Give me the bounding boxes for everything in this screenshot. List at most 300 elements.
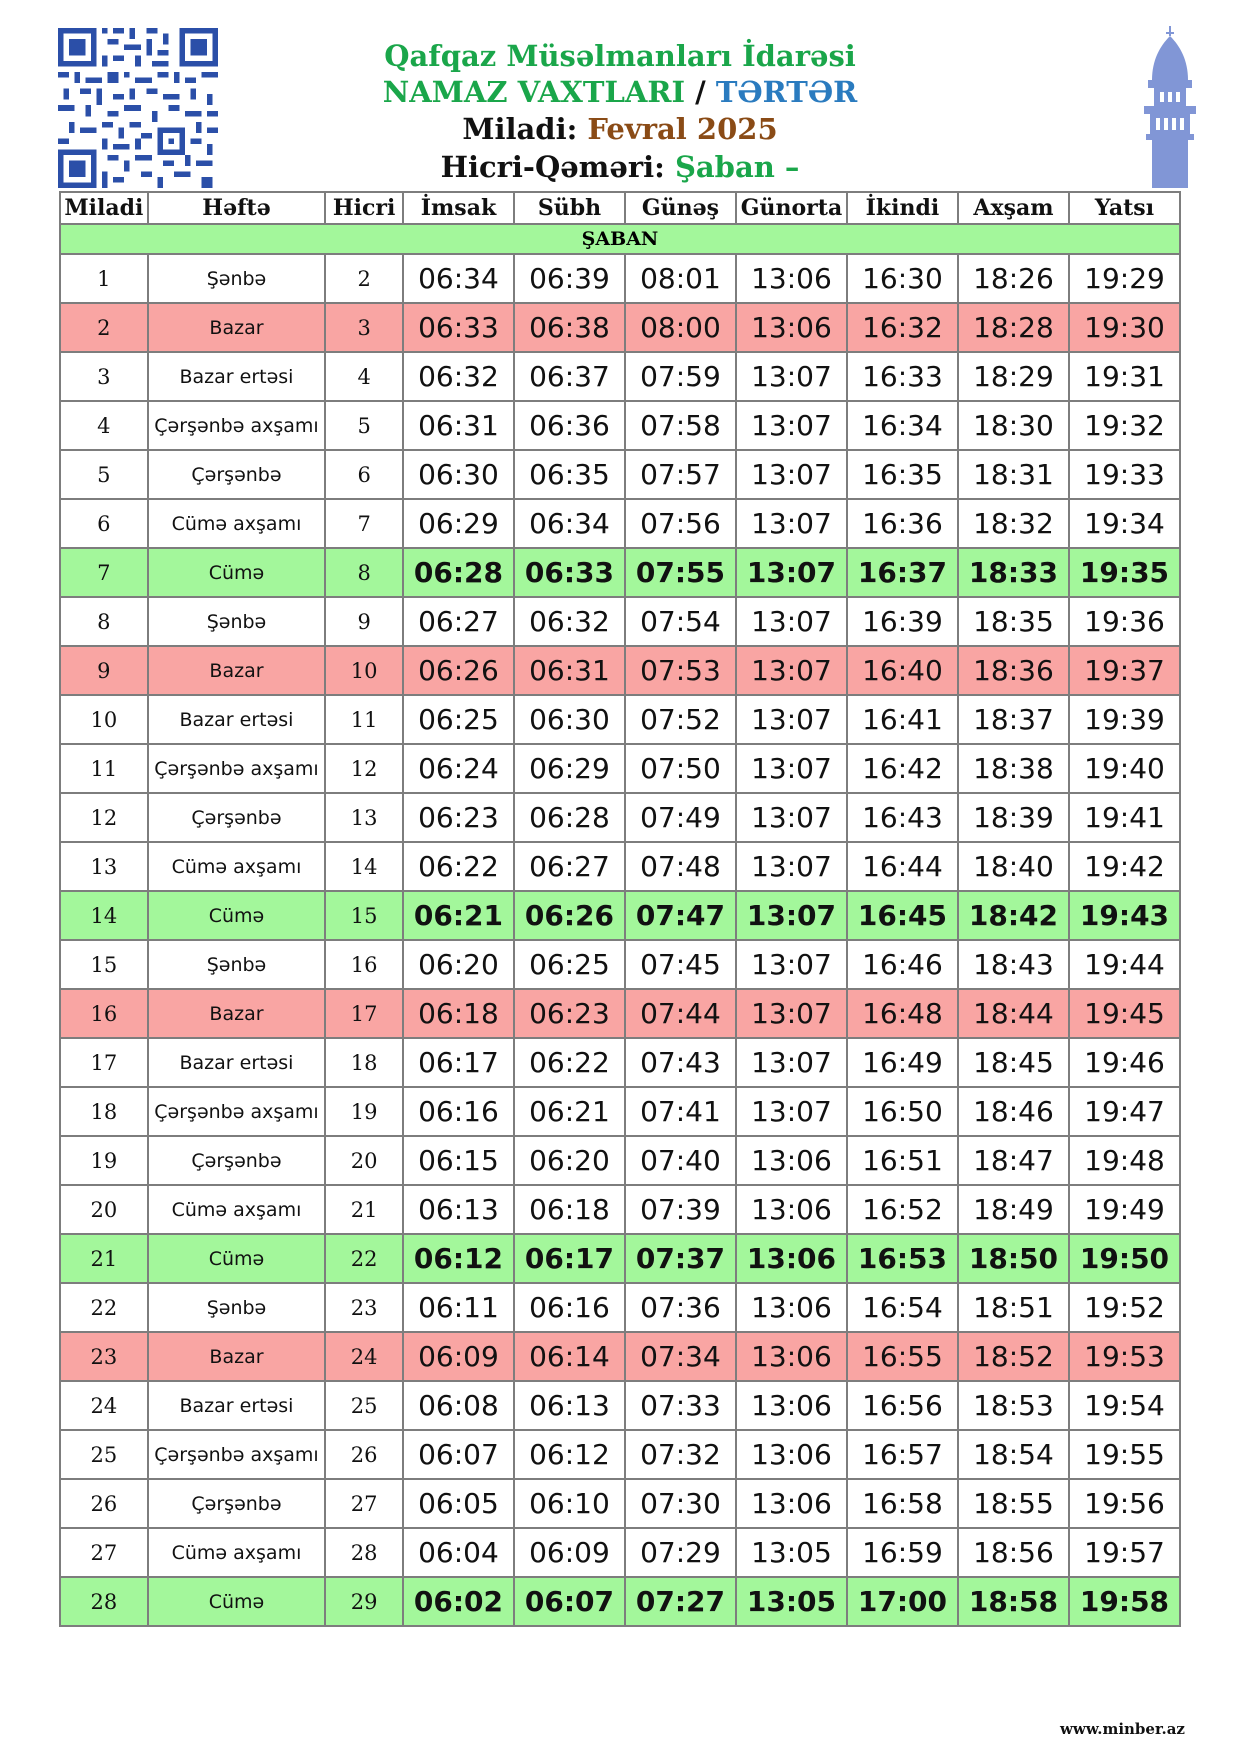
- cell-hicri: 26: [325, 1430, 403, 1479]
- table-row: [60, 548, 1180, 597]
- cell-weekday: Çərşənbə axşamı: [148, 1430, 326, 1479]
- cell-gunorta: 13:07: [736, 548, 847, 597]
- table-row: [60, 303, 1180, 352]
- cell-imsak: 06:27: [403, 597, 514, 646]
- cell-weekday: Cümə axşamı: [148, 1185, 326, 1234]
- cell-ikindi: 16:51: [847, 1136, 958, 1185]
- cell-axsam: 18:53: [958, 1381, 1069, 1430]
- cell-yatsi: 19:52: [1069, 1283, 1180, 1332]
- table-row: [60, 1185, 1180, 1234]
- cell-subh: 06:23: [514, 989, 625, 1038]
- page-title: [300, 74, 940, 110]
- cell-hicri: 27: [325, 1479, 403, 1528]
- cell-miladi: 24: [60, 1381, 148, 1430]
- cell-weekday: Cümə axşamı: [148, 1528, 326, 1577]
- cell-gunorta: 13:07: [736, 695, 847, 744]
- cell-weekday: Bazar ertəsi: [148, 1381, 326, 1430]
- cell-gunes: 07:47: [625, 891, 736, 940]
- cell-gunorta: 13:07: [736, 646, 847, 695]
- cell-axsam: 18:33: [958, 548, 1069, 597]
- cell-ikindi: 16:35: [847, 450, 958, 499]
- cell-axsam: 18:56: [958, 1528, 1069, 1577]
- cell-gunes: 07:32: [625, 1430, 736, 1479]
- cell-hicri: 23: [325, 1283, 403, 1332]
- cell-imsak: 06:23: [403, 793, 514, 842]
- cell-ikindi: 16:59: [847, 1528, 958, 1577]
- cell-miladi: 26: [60, 1479, 148, 1528]
- cell-subh: 06:13: [514, 1381, 625, 1430]
- table-row: [60, 254, 1180, 303]
- cell-miladi: 21: [60, 1234, 148, 1283]
- cell-subh: 06:18: [514, 1185, 625, 1234]
- cell-gunorta: 13:06: [736, 254, 847, 303]
- table-row: [60, 989, 1180, 1038]
- cell-ikindi: 16:42: [847, 744, 958, 793]
- cell-yatsi: 19:35: [1069, 548, 1180, 597]
- cell-subh: 06:39: [514, 254, 625, 303]
- cell-subh: 06:10: [514, 1479, 625, 1528]
- cell-subh: 06:12: [514, 1430, 625, 1479]
- gregorian-month: Fevral 2025: [587, 112, 778, 146]
- cell-gunes: 07:27: [625, 1577, 736, 1626]
- cell-miladi: 27: [60, 1528, 148, 1577]
- cell-axsam: 18:55: [958, 1479, 1069, 1528]
- gregorian-month-line: [300, 110, 940, 148]
- cell-yatsi: 19:45: [1069, 989, 1180, 1038]
- cell-imsak: 06:31: [403, 401, 514, 450]
- col-header-hicri: Hicri: [325, 192, 403, 224]
- table-row: [60, 1332, 1180, 1381]
- cell-yatsi: 19:48: [1069, 1136, 1180, 1185]
- cell-gunes: 07:33: [625, 1381, 736, 1430]
- cell-imsak: 06:05: [403, 1479, 514, 1528]
- cell-gunorta: 13:07: [736, 499, 847, 548]
- cell-gunes: 07:43: [625, 1038, 736, 1087]
- cell-gunorta: 13:07: [736, 989, 847, 1038]
- title-separator: /: [695, 75, 706, 109]
- cell-miladi: 1: [60, 254, 148, 303]
- cell-weekday: Şənbə: [148, 597, 326, 646]
- cell-weekday: Cümə: [148, 1234, 326, 1283]
- cell-hicri: 10: [325, 646, 403, 695]
- cell-axsam: 18:35: [958, 597, 1069, 646]
- cell-imsak: 06:21: [403, 891, 514, 940]
- month-banner: ŞABAN: [60, 224, 1180, 254]
- table-row: [60, 1234, 1180, 1283]
- qr-code-icon: [58, 28, 218, 188]
- cell-yatsi: 19:40: [1069, 744, 1180, 793]
- cell-gunes: 07:55: [625, 548, 736, 597]
- cell-gunorta: 13:05: [736, 1528, 847, 1577]
- cell-yatsi: 19:29: [1069, 254, 1180, 303]
- cell-miladi: 6: [60, 499, 148, 548]
- cell-hicri: 22: [325, 1234, 403, 1283]
- cell-imsak: 06:20: [403, 940, 514, 989]
- cell-imsak: 06:25: [403, 695, 514, 744]
- cell-imsak: 06:24: [403, 744, 514, 793]
- cell-subh: 06:29: [514, 744, 625, 793]
- city-name: TƏRTƏR: [715, 75, 858, 109]
- cell-axsam: 18:36: [958, 646, 1069, 695]
- cell-gunorta: 13:06: [736, 1136, 847, 1185]
- cell-ikindi: 17:00: [847, 1577, 958, 1626]
- cell-hicri: 4: [325, 352, 403, 401]
- cell-subh: 06:38: [514, 303, 625, 352]
- cell-gunes: 07:52: [625, 695, 736, 744]
- cell-ikindi: 16:37: [847, 548, 958, 597]
- cell-gunorta: 13:06: [736, 1283, 847, 1332]
- cell-imsak: 06:32: [403, 352, 514, 401]
- table-row: [60, 499, 1180, 548]
- cell-gunorta: 13:07: [736, 744, 847, 793]
- cell-hicri: 3: [325, 303, 403, 352]
- cell-gunes: 07:49: [625, 793, 736, 842]
- cell-miladi: 5: [60, 450, 148, 499]
- cell-yatsi: 19:37: [1069, 646, 1180, 695]
- footer-website: www.minber.az: [1060, 1720, 1185, 1738]
- cell-gunorta: 13:06: [736, 1185, 847, 1234]
- cell-subh: 06:36: [514, 401, 625, 450]
- cell-subh: 06:27: [514, 842, 625, 891]
- cell-weekday: Şənbə: [148, 1283, 326, 1332]
- cell-yatsi: 19:50: [1069, 1234, 1180, 1283]
- hijri-month: Şaban –: [674, 150, 800, 184]
- cell-weekday: Cümə axşamı: [148, 499, 326, 548]
- cell-axsam: 18:50: [958, 1234, 1069, 1283]
- cell-miladi: 19: [60, 1136, 148, 1185]
- cell-axsam: 18:28: [958, 303, 1069, 352]
- cell-ikindi: 16:58: [847, 1479, 958, 1528]
- cell-miladi: 4: [60, 401, 148, 450]
- cell-imsak: 06:33: [403, 303, 514, 352]
- cell-weekday: Bazar ertəsi: [148, 695, 326, 744]
- organization-name: Qafqaz Müsəlmanları İdarəsi: [384, 39, 856, 73]
- cell-axsam: 18:42: [958, 891, 1069, 940]
- cell-axsam: 18:52: [958, 1332, 1069, 1381]
- cell-yatsi: 19:33: [1069, 450, 1180, 499]
- table-row: [60, 842, 1180, 891]
- table-row: [60, 940, 1180, 989]
- table-row: [60, 597, 1180, 646]
- cell-axsam: 18:32: [958, 499, 1069, 548]
- cell-subh: 06:35: [514, 450, 625, 499]
- cell-gunes: 07:29: [625, 1528, 736, 1577]
- cell-gunorta: 13:06: [736, 303, 847, 352]
- cell-gunorta: 13:07: [736, 842, 847, 891]
- cell-imsak: 06:29: [403, 499, 514, 548]
- cell-imsak: 06:28: [403, 548, 514, 597]
- cell-weekday: Çərşənbə axşamı: [148, 744, 326, 793]
- cell-subh: 06:07: [514, 1577, 625, 1626]
- cell-axsam: 18:37: [958, 695, 1069, 744]
- cell-ikindi: 16:36: [847, 499, 958, 548]
- table-row: [60, 793, 1180, 842]
- cell-hicri: 16: [325, 940, 403, 989]
- table-row: [60, 1136, 1180, 1185]
- cell-axsam: 18:30: [958, 401, 1069, 450]
- cell-miladi: 10: [60, 695, 148, 744]
- cell-yatsi: 19:46: [1069, 1038, 1180, 1087]
- cell-gunorta: 13:06: [736, 1479, 847, 1528]
- table-row: [60, 352, 1180, 401]
- cell-axsam: 18:51: [958, 1283, 1069, 1332]
- table-row: [60, 1577, 1180, 1626]
- cell-gunes: 07:37: [625, 1234, 736, 1283]
- cell-yatsi: 19:55: [1069, 1430, 1180, 1479]
- cell-imsak: 06:16: [403, 1087, 514, 1136]
- cell-imsak: 06:34: [403, 254, 514, 303]
- cell-weekday: Çərşənbə: [148, 793, 326, 842]
- cell-subh: 06:32: [514, 597, 625, 646]
- cell-ikindi: 16:57: [847, 1430, 958, 1479]
- cell-yatsi: 19:58: [1069, 1577, 1180, 1626]
- cell-ikindi: 16:40: [847, 646, 958, 695]
- cell-weekday: Cümə: [148, 1577, 326, 1626]
- cell-yatsi: 19:31: [1069, 352, 1180, 401]
- cell-gunorta: 13:06: [736, 1381, 847, 1430]
- cell-axsam: 18:31: [958, 450, 1069, 499]
- table-header-row: [60, 192, 1180, 224]
- col-header-miladi: Miladi: [60, 192, 148, 224]
- cell-gunorta: 13:07: [736, 940, 847, 989]
- cell-imsak: 06:26: [403, 646, 514, 695]
- cell-gunorta: 13:07: [736, 891, 847, 940]
- cell-axsam: 18:45: [958, 1038, 1069, 1087]
- cell-weekday: Bazar: [148, 303, 326, 352]
- cell-gunes: 07:53: [625, 646, 736, 695]
- cell-miladi: 25: [60, 1430, 148, 1479]
- cell-axsam: 18:46: [958, 1087, 1069, 1136]
- cell-miladi: 2: [60, 303, 148, 352]
- cell-yatsi: 19:39: [1069, 695, 1180, 744]
- cell-yatsi: 19:34: [1069, 499, 1180, 548]
- cell-hicri: 12: [325, 744, 403, 793]
- cell-gunorta: 13:06: [736, 1332, 847, 1381]
- gregorian-label: Miladi:: [462, 112, 578, 146]
- cell-ikindi: 16:44: [847, 842, 958, 891]
- cell-miladi: 3: [60, 352, 148, 401]
- cell-hicri: 24: [325, 1332, 403, 1381]
- cell-gunes: 07:57: [625, 450, 736, 499]
- cell-miladi: 15: [60, 940, 148, 989]
- cell-ikindi: 16:55: [847, 1332, 958, 1381]
- cell-ikindi: 16:48: [847, 989, 958, 1038]
- cell-yatsi: 19:36: [1069, 597, 1180, 646]
- table-row: [60, 1381, 1180, 1430]
- cell-gunorta: 13:05: [736, 1577, 847, 1626]
- col-header-gunorta: Günorta: [736, 192, 847, 224]
- cell-imsak: 06:02: [403, 1577, 514, 1626]
- cell-hicri: 19: [325, 1087, 403, 1136]
- col-header-imsak: İmsak: [403, 192, 514, 224]
- cell-axsam: 18:49: [958, 1185, 1069, 1234]
- table-row: [60, 1038, 1180, 1087]
- col-header-yatsi: Yatsı: [1069, 192, 1180, 224]
- cell-weekday: Bazar: [148, 1332, 326, 1381]
- table-row: [60, 1430, 1180, 1479]
- hijri-label: Hicri-Qəməri:: [440, 150, 665, 184]
- cell-weekday: Cümə: [148, 548, 326, 597]
- cell-axsam: 18:44: [958, 989, 1069, 1038]
- cell-hicri: 6: [325, 450, 403, 499]
- cell-imsak: 06:04: [403, 1528, 514, 1577]
- cell-miladi: 20: [60, 1185, 148, 1234]
- hijri-month-line: [300, 148, 940, 186]
- cell-ikindi: 16:52: [847, 1185, 958, 1234]
- cell-miladi: 17: [60, 1038, 148, 1087]
- cell-miladi: 8: [60, 597, 148, 646]
- cell-ikindi: 16:43: [847, 793, 958, 842]
- cell-subh: 06:33: [514, 548, 625, 597]
- cell-hicri: 7: [325, 499, 403, 548]
- cell-miladi: 11: [60, 744, 148, 793]
- cell-gunes: 08:00: [625, 303, 736, 352]
- cell-ikindi: 16:30: [847, 254, 958, 303]
- col-header-axsam: Axşam: [958, 192, 1069, 224]
- cell-ikindi: 16:33: [847, 352, 958, 401]
- cell-hicri: 14: [325, 842, 403, 891]
- cell-weekday: Çərşənbə: [148, 1136, 326, 1185]
- cell-subh: 06:26: [514, 891, 625, 940]
- cell-weekday: Bazar ertəsi: [148, 1038, 326, 1087]
- cell-weekday: Bazar: [148, 646, 326, 695]
- cell-yatsi: 19:30: [1069, 303, 1180, 352]
- cell-imsak: 06:15: [403, 1136, 514, 1185]
- col-header-subh: Sübh: [514, 192, 625, 224]
- cell-hicri: 18: [325, 1038, 403, 1087]
- cell-ikindi: 16:32: [847, 303, 958, 352]
- cell-imsak: 06:30: [403, 450, 514, 499]
- table-row: [60, 695, 1180, 744]
- cell-axsam: 18:40: [958, 842, 1069, 891]
- cell-miladi: 22: [60, 1283, 148, 1332]
- cell-miladi: 7: [60, 548, 148, 597]
- cell-gunes: 07:56: [625, 499, 736, 548]
- cell-gunes: 07:41: [625, 1087, 736, 1136]
- cell-axsam: 18:43: [958, 940, 1069, 989]
- cell-axsam: 18:54: [958, 1430, 1069, 1479]
- minaret-icon: [1130, 26, 1210, 188]
- cell-imsak: 06:07: [403, 1430, 514, 1479]
- cell-miladi: 23: [60, 1332, 148, 1381]
- table-row: [60, 401, 1180, 450]
- cell-ikindi: 16:39: [847, 597, 958, 646]
- table-row: [60, 1283, 1180, 1332]
- cell-yatsi: 19:54: [1069, 1381, 1180, 1430]
- cell-subh: 06:14: [514, 1332, 625, 1381]
- cell-subh: 06:17: [514, 1234, 625, 1283]
- cell-weekday: Şənbə: [148, 940, 326, 989]
- cell-hicri: 5: [325, 401, 403, 450]
- cell-gunorta: 13:07: [736, 450, 847, 499]
- cell-ikindi: 16:45: [847, 891, 958, 940]
- cell-miladi: 28: [60, 1577, 148, 1626]
- cell-gunorta: 13:07: [736, 401, 847, 450]
- cell-yatsi: 19:47: [1069, 1087, 1180, 1136]
- cell-subh: 06:25: [514, 940, 625, 989]
- cell-subh: 06:34: [514, 499, 625, 548]
- cell-gunorta: 13:07: [736, 352, 847, 401]
- cell-gunes: 07:40: [625, 1136, 736, 1185]
- cell-miladi: 14: [60, 891, 148, 940]
- cell-weekday: Cümə axşamı: [148, 842, 326, 891]
- cell-gunorta: 13:07: [736, 793, 847, 842]
- cell-weekday: Bazar ertəsi: [148, 352, 326, 401]
- cell-gunes: 07:34: [625, 1332, 736, 1381]
- cell-yatsi: 19:57: [1069, 1528, 1180, 1577]
- cell-axsam: 18:26: [958, 254, 1069, 303]
- cell-hicri: 29: [325, 1577, 403, 1626]
- cell-yatsi: 19:56: [1069, 1479, 1180, 1528]
- cell-miladi: 12: [60, 793, 148, 842]
- cell-hicri: 25: [325, 1381, 403, 1430]
- cell-hicri: 11: [325, 695, 403, 744]
- cell-hicri: 13: [325, 793, 403, 842]
- cell-ikindi: 16:53: [847, 1234, 958, 1283]
- cell-yatsi: 19:41: [1069, 793, 1180, 842]
- cell-imsak: 06:08: [403, 1381, 514, 1430]
- cell-ikindi: 16:50: [847, 1087, 958, 1136]
- cell-axsam: 18:29: [958, 352, 1069, 401]
- table-row: [60, 744, 1180, 793]
- cell-gunes: 07:58: [625, 401, 736, 450]
- cell-ikindi: 16:54: [847, 1283, 958, 1332]
- cell-axsam: 18:38: [958, 744, 1069, 793]
- month-banner-row: [60, 224, 1180, 254]
- title-text: NAMAZ VAXTLARI: [382, 75, 686, 109]
- cell-subh: 06:31: [514, 646, 625, 695]
- cell-weekday: Şənbə: [148, 254, 326, 303]
- cell-hicri: 9: [325, 597, 403, 646]
- cell-yatsi: 19:49: [1069, 1185, 1180, 1234]
- cell-imsak: 06:12: [403, 1234, 514, 1283]
- cell-imsak: 06:13: [403, 1185, 514, 1234]
- cell-weekday: Çərşənbə axşamı: [148, 401, 326, 450]
- cell-subh: 06:20: [514, 1136, 625, 1185]
- cell-ikindi: 16:46: [847, 940, 958, 989]
- cell-subh: 06:28: [514, 793, 625, 842]
- cell-gunorta: 13:07: [736, 1038, 847, 1087]
- cell-imsak: 06:22: [403, 842, 514, 891]
- cell-hicri: 2: [325, 254, 403, 303]
- cell-subh: 06:09: [514, 1528, 625, 1577]
- cell-ikindi: 16:56: [847, 1381, 958, 1430]
- cell-miladi: 9: [60, 646, 148, 695]
- cell-hicri: 28: [325, 1528, 403, 1577]
- cell-gunorta: 13:07: [736, 1087, 847, 1136]
- table-row: [60, 1087, 1180, 1136]
- cell-yatsi: 19:32: [1069, 401, 1180, 450]
- cell-weekday: Cümə: [148, 891, 326, 940]
- cell-miladi: 13: [60, 842, 148, 891]
- cell-yatsi: 19:44: [1069, 940, 1180, 989]
- cell-subh: 06:21: [514, 1087, 625, 1136]
- cell-hicri: 21: [325, 1185, 403, 1234]
- cell-yatsi: 19:53: [1069, 1332, 1180, 1381]
- cell-hicri: 17: [325, 989, 403, 1038]
- cell-gunes: 07:50: [625, 744, 736, 793]
- cell-gunes: 07:48: [625, 842, 736, 891]
- cell-imsak: 06:09: [403, 1332, 514, 1381]
- cell-gunes: 07:54: [625, 597, 736, 646]
- cell-hicri: 15: [325, 891, 403, 940]
- cell-ikindi: 16:49: [847, 1038, 958, 1087]
- cell-miladi: 16: [60, 989, 148, 1038]
- cell-gunes: 07:39: [625, 1185, 736, 1234]
- cell-gunes: 07:44: [625, 989, 736, 1038]
- cell-imsak: 06:17: [403, 1038, 514, 1087]
- cell-weekday: Çərşənbə: [148, 450, 326, 499]
